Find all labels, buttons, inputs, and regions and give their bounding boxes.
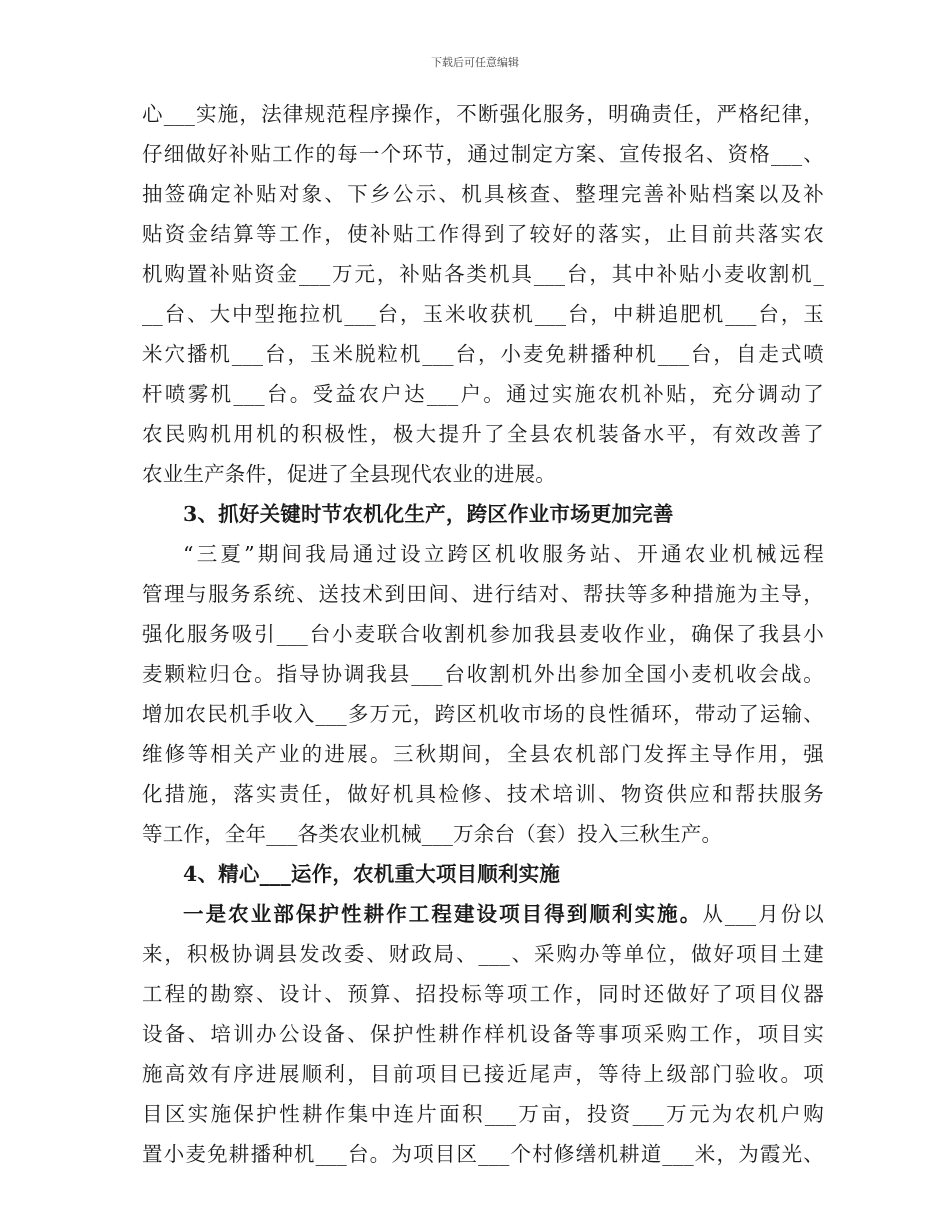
paragraph-lead-rest: 从___月份以: [702, 902, 824, 926]
paragraph: [142, 894, 824, 1174]
paragraph-lead-text: 一是农业部保护性耕作工程建设项目得到顺利实施。: [183, 902, 703, 926]
text-line: 设备、培训办公设备、保护性耕作样机设备等事项采购工作，项目实: [142, 1022, 824, 1046]
text-line: 农民购机用机的积极性，极大提升了全县农机装备水平，有效改善了: [142, 422, 824, 446]
text-line: 目区实施保护性耕作集中连片面积___万亩，投资___万元为农机户购: [142, 1102, 824, 1126]
text-line: [142, 894, 824, 934]
section-heading: 3、抓好关键时节农机化生产，跨区作业市场更加完善: [183, 502, 674, 526]
paragraph: [142, 534, 824, 854]
text-line: 机购置补贴资金___万元，补贴各类机具___台，其中补贴小麦收割机_: [142, 262, 824, 286]
section-heading: 4、精心___运作，农机重大项目顺利实施: [183, 862, 561, 886]
text-line: 施高效有序进展顺利，目前项目已接近尾声，等待上级部门验收。项: [142, 1062, 824, 1086]
text-line: 农业生产条件，促进了全县现代农业的进展。: [142, 462, 556, 486]
text-line: 增加农民机手收入___多万元，跨区机收市场的良性循环，带动了运输、: [142, 702, 824, 726]
text-line: 维修等相关产业的进展。三秋期间，全县农机部门发挥主导作用，强: [142, 742, 824, 766]
text-line: 工程的勘察、设计、预算、招投标等项工作，同时还做好了项目仪器: [142, 982, 824, 1006]
text-line: 等工作，全年___各类农业机械___万余台（套）投入三秋生产。: [142, 822, 723, 846]
paragraph: [142, 94, 824, 494]
text-line: 来，积极协调县发改委、财政局、___、采购办等单位，做好项目土建: [142, 942, 824, 966]
text-line: 抽签确定补贴对象、下乡公示、机具核查、整理完善补贴档案以及补: [142, 182, 824, 206]
text-line: 置小麦免耕播种机___台。为项目区___个村修缮机耕道___米，为霞光、: [142, 1142, 824, 1166]
text-line: “三夏”期间我局通过设立跨区机收服务站、开通农业机械远程: [183, 542, 824, 566]
document-body: [142, 94, 824, 1174]
page-header: 下载后可任意编辑: [431, 56, 519, 69]
text-line: __台、大中型拖拉机___台，玉米收获机___台，中耕追肥机___台，玉: [142, 302, 824, 326]
text-line: 米穴播机___台，玉米脱粒机___台，小麦免耕播种机___台，自走式喷: [142, 342, 824, 366]
text-line: 杆喷雾机___台。受益农户达___户。通过实施农机补贴，充分调动了: [142, 382, 824, 406]
text-line: 心___实施，法律规范程序操作，不断强化服务，明确责任，严格纪律，: [142, 102, 824, 126]
text-line: 仔细做好补贴工作的每一个环节，通过制定方案、宣传报名、资格___、: [142, 142, 824, 166]
text-line: 管理与服务系统、送技术到田间、进行结对、帮扶等多种措施为主导，: [142, 582, 824, 606]
text-line: 贴资金结算等工作，使补贴工作得到了较好的落实，止目前共落实农: [142, 222, 824, 246]
text-line: 麦颗粒归仓。指导协调我县___台收割机外出参加全国小麦机收会战。: [142, 662, 824, 686]
text-line: 强化服务吸引___台小麦联合收割机参加我县麦收作业，确保了我县小: [142, 622, 824, 646]
text-line: 化措施，落实责任，做好机具检修、技术培训、物资供应和帮扶服务: [142, 782, 824, 806]
